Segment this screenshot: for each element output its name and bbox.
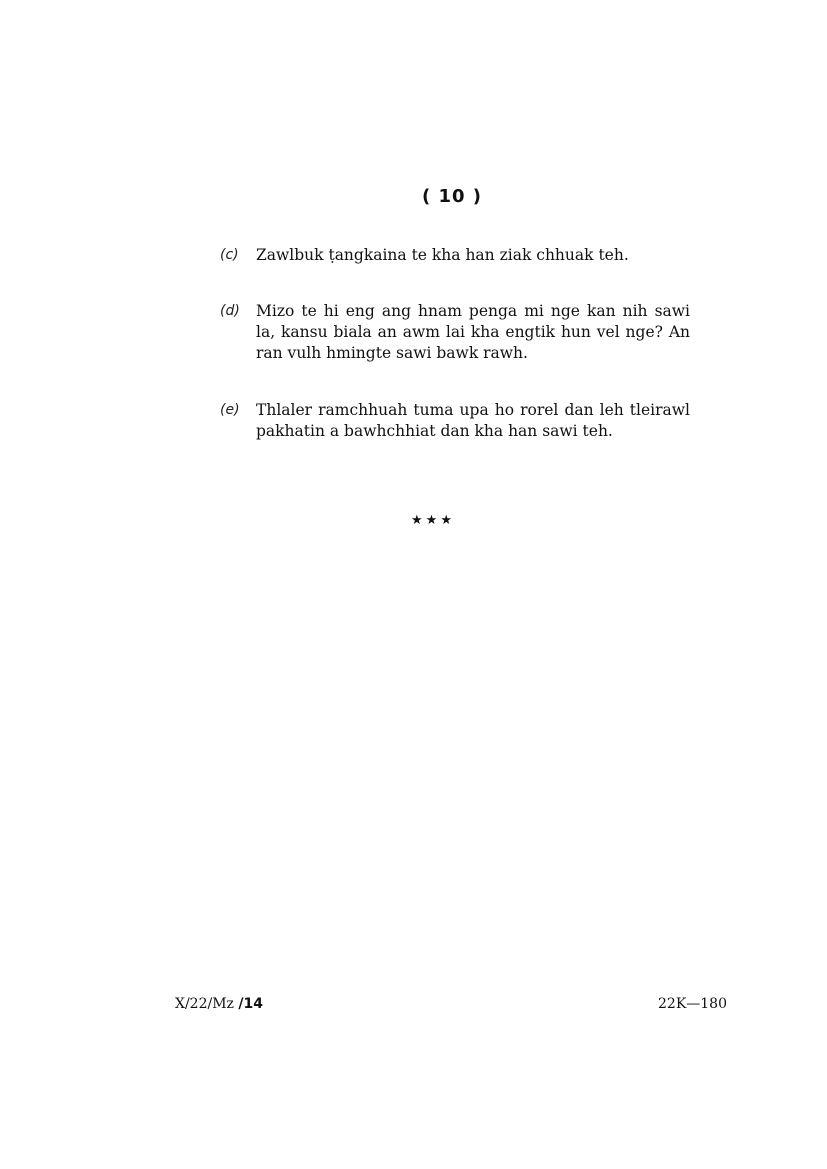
question-label: (c) — [220, 247, 239, 263]
batch-code: 22K—180 — [658, 996, 727, 1012]
question-text: Thlaler ramchhuah tuma upa ho rorel dan leh tleirawl pakhatin a bawhchhiat dan kha han sawi teh. — [256, 401, 690, 440]
end-of-paper-stars: ★★★ — [411, 513, 455, 528]
question-text: Zawlbuk ṭangkaina te kha han ziak chhuak teh. — [256, 246, 629, 264]
question-label: (e) — [220, 402, 240, 418]
question-text: Mizo te hi eng ang hnam penga mi nge kan nih sawi la, kansu biala an awm lai kha engtik hun vel nge? An ran vulh hmingte sawi bawk rawh. — [256, 302, 690, 362]
question-e — [220, 400, 690, 442]
paper-code — [175, 996, 263, 1012]
paper-code-page: /14 — [238, 996, 263, 1012]
question-label: (d) — [220, 303, 240, 319]
page-number: ( 10 ) — [421, 186, 483, 207]
paper-code-prefix: X/22/Mz — [175, 996, 239, 1012]
question-c — [220, 245, 690, 266]
question-d — [220, 301, 690, 364]
